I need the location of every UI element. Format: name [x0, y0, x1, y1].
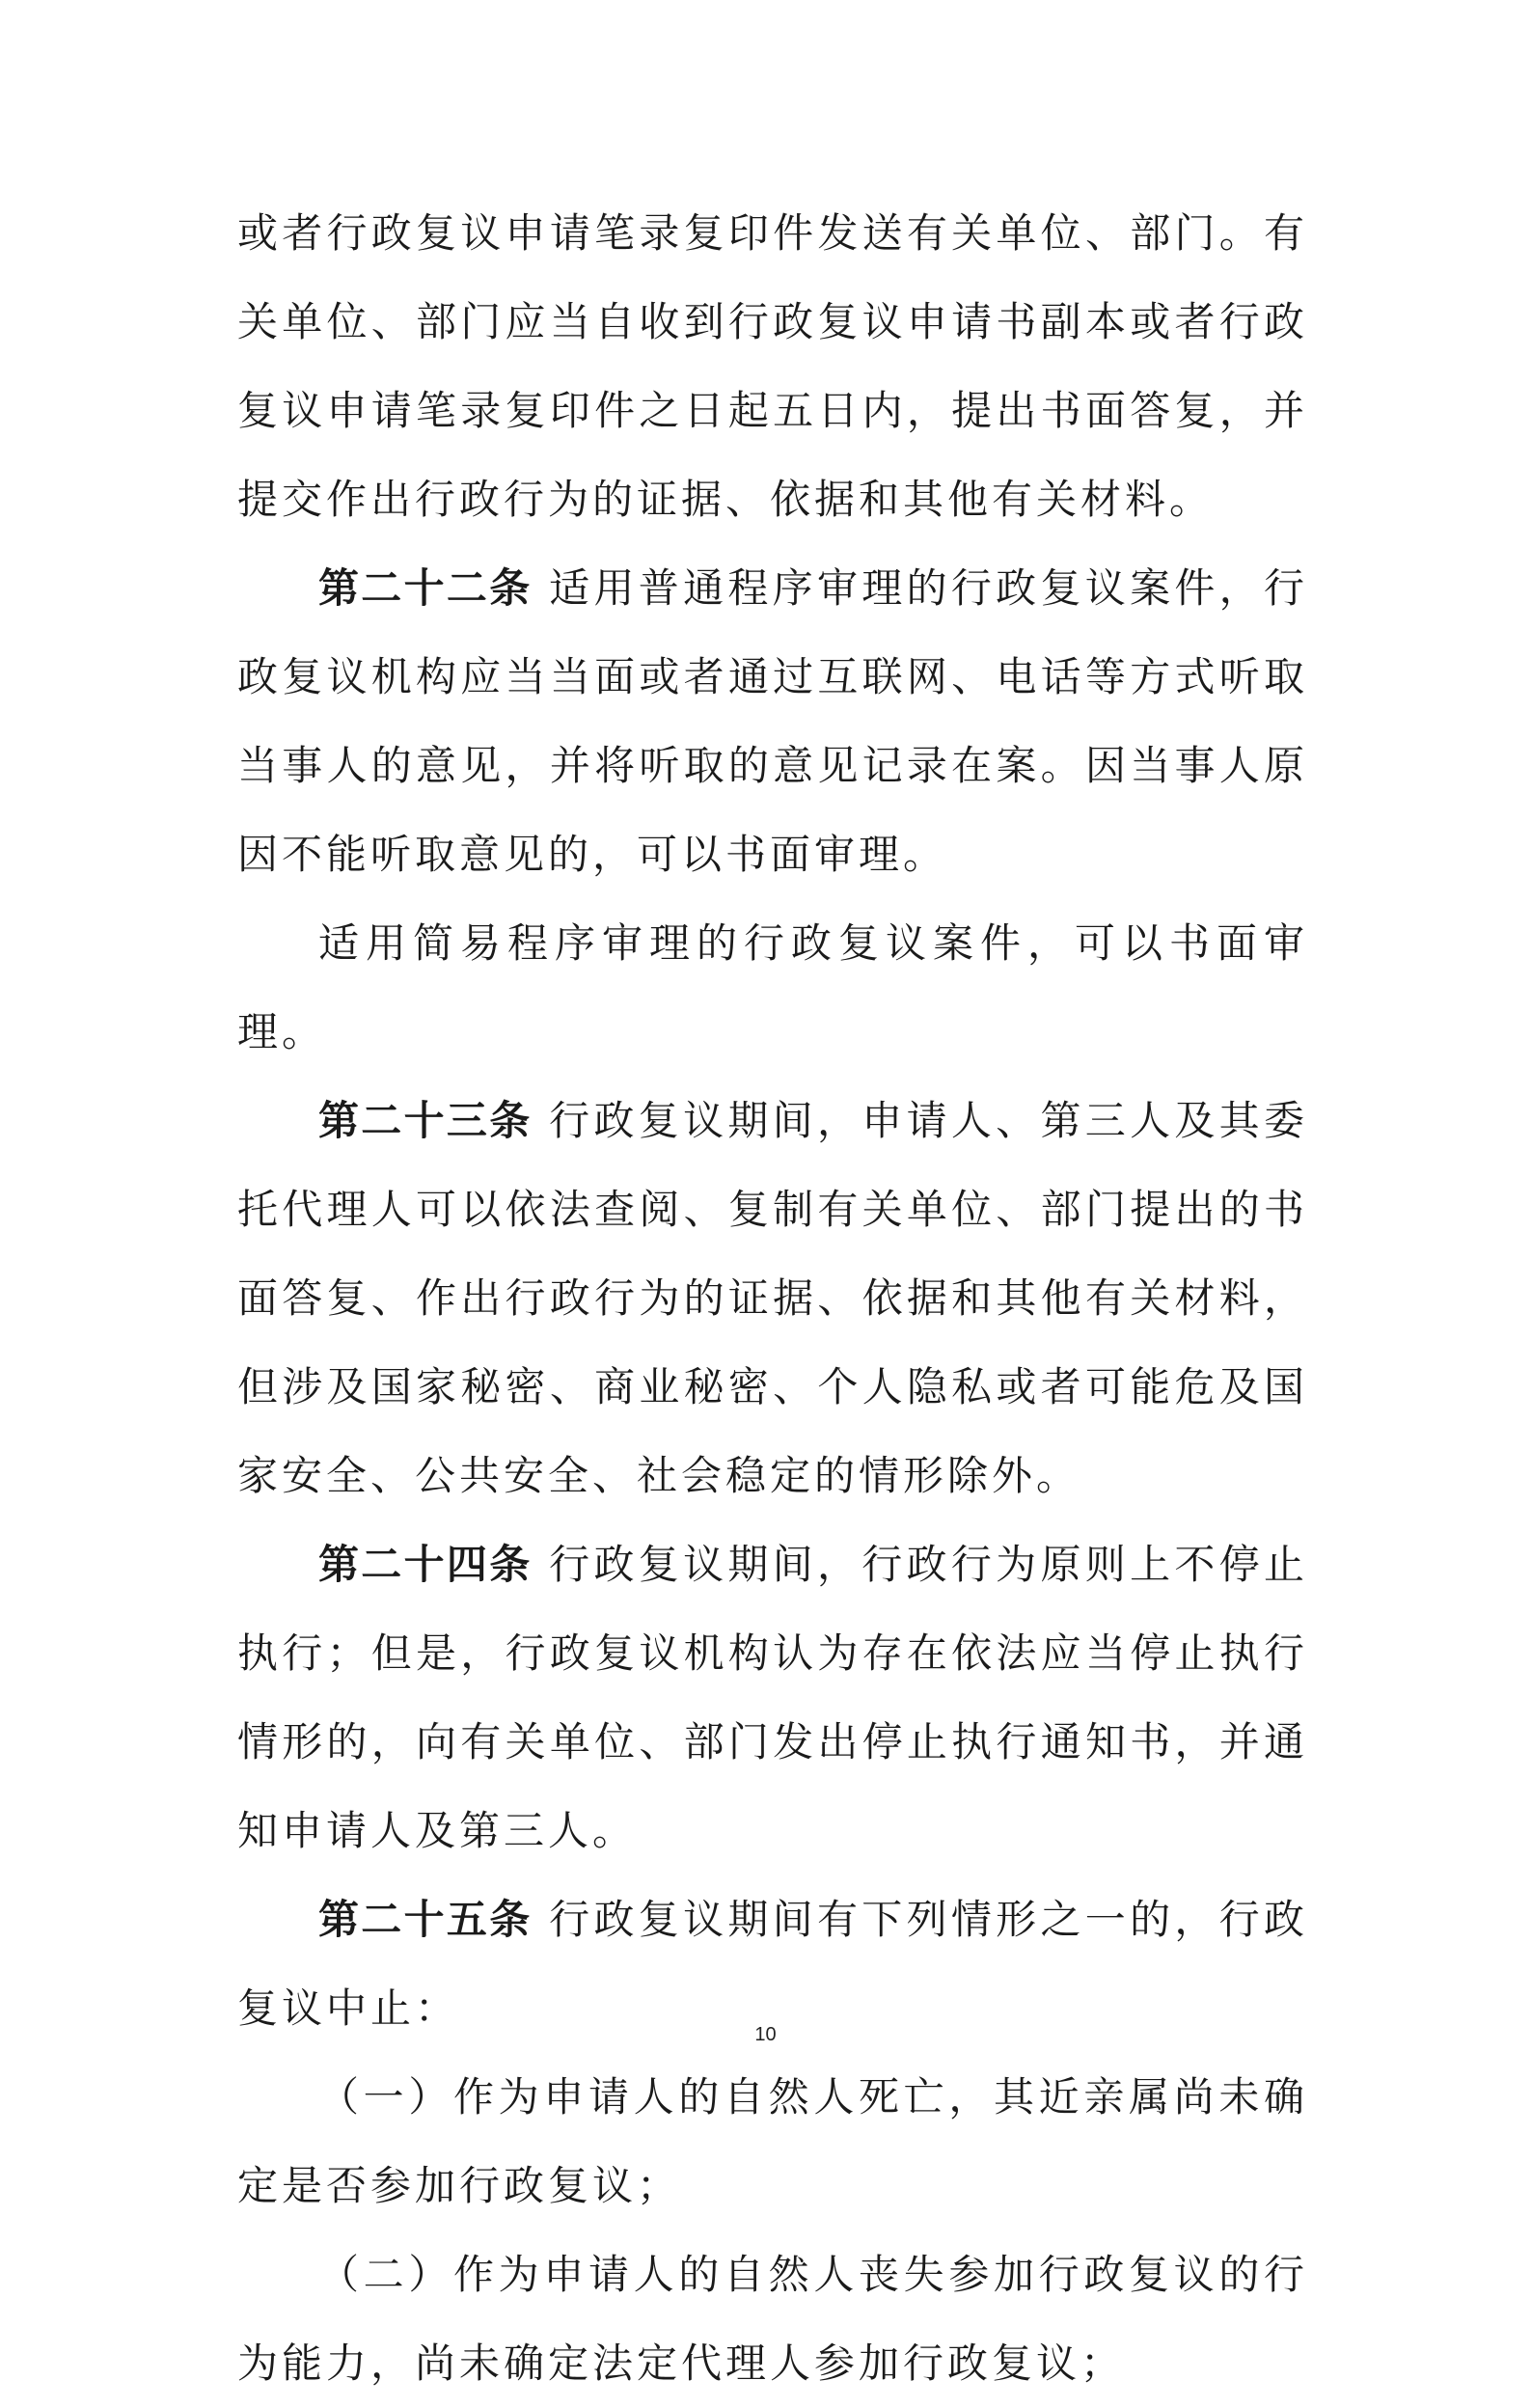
- article-22: [237, 544, 1308, 899]
- page-number: 10: [754, 2024, 777, 2045]
- paragraph-text: 行政复议期间，行政行为原则上不停止执行；但是，行政复议机构认为存在依法应当停止执行情形的，向有关单位、部门发出停止执行通知书，并通知申请人及第三人。: [237, 1541, 1308, 1854]
- article-number: 第二十四条: [318, 1541, 533, 1588]
- article-number: 第二十五条: [318, 1896, 533, 1943]
- article-25-item-1: [237, 2053, 1308, 2230]
- article-24: [237, 1520, 1308, 1875]
- article-23: [237, 1077, 1308, 1520]
- paragraph-text: （一）作为申请人的自然人死亡，其近亲属尚未确定是否参加行政复议；: [237, 2073, 1308, 2209]
- paragraph-continuation: [237, 189, 1308, 544]
- article-number: 第二十二条: [318, 564, 533, 612]
- article-25-item-2: [237, 2230, 1308, 2408]
- paragraph-text: 行政复议期间有下列情形之一的，行政复议中止：: [237, 1896, 1308, 2032]
- paragraph-text: 或者行政复议申请笔录复印件发送有关单位、部门。有关单位、部门应当自收到行政复议申请书副本或者行政复议申请笔录复印件之日起五日内，提出书面答复，并提交作出行政行为的证据、依据和其他有关材料。: [237, 209, 1308, 523]
- paragraph-text: 行政复议期间，申请人、第三人及其委托代理人可以依法查阅、复制有关单位、部门提出的书面答复、作出行政行为的证据、依据和其他有关材料，但涉及国家秘密、商业秘密、个人隐私或者可能危及国家安全、公共安全、社会稳定的情形除外。: [237, 1097, 1308, 1499]
- article-22-clause-2: [237, 899, 1308, 1077]
- paragraph-text: 适用简易程序审理的行政复议案件，可以书面审理。: [237, 919, 1308, 1055]
- paragraph-text: （二）作为申请人的自然人丧失参加行政复议的行为能力，尚未确定法定代理人参加行政复议；: [237, 2251, 1308, 2387]
- paragraph-text: 适用普通程序审理的行政复议案件，行政复议机构应当当面或者通过互联网、电话等方式听取当事人的意见，并将听取的意见记录在案。因当事人原因不能听取意见的，可以书面审理。: [237, 564, 1308, 878]
- document-body: [237, 189, 1308, 2408]
- article-number: 第二十三条: [318, 1097, 533, 1144]
